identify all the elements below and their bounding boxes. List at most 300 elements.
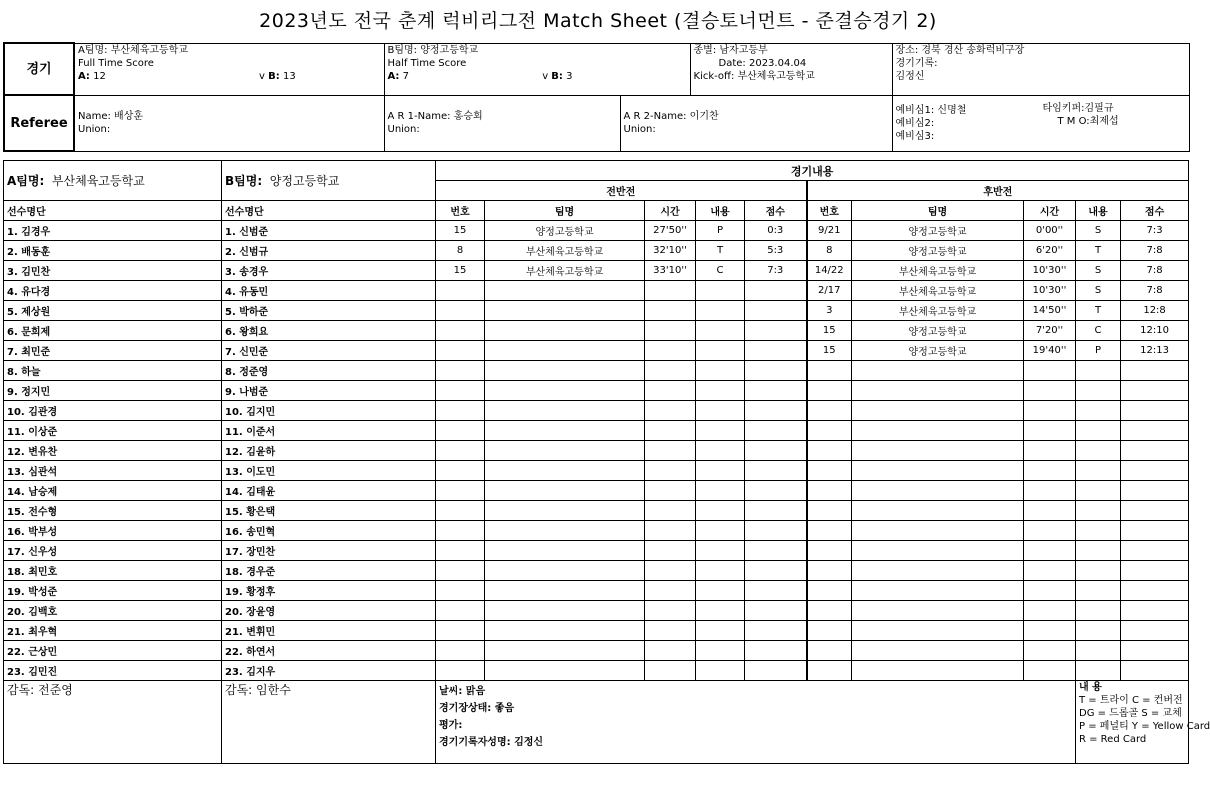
second-half-time [1024, 521, 1076, 541]
first-half-type [696, 381, 745, 401]
second-half-time [1024, 621, 1076, 641]
second-half-team [852, 461, 1024, 481]
first-half-team [485, 581, 645, 601]
roster-row [4, 301, 1189, 321]
second-half-score: 7:8 [1121, 241, 1189, 261]
first-half-time [645, 281, 696, 301]
first-half-type [696, 601, 745, 621]
second-half-score: 7:8 [1121, 281, 1189, 301]
first-half-type [696, 561, 745, 581]
first-half-team [485, 621, 645, 641]
player-b: 6. 왕희요 [222, 321, 436, 341]
first-half-score [745, 301, 807, 321]
second-half-type [1076, 561, 1121, 581]
first-half-score [745, 281, 807, 301]
first-half-no [436, 281, 485, 301]
team-a-name: A팀명: 부산체육고등학교 [78, 44, 188, 56]
second-half-score [1121, 461, 1189, 481]
second-half-score: 12:8 [1121, 301, 1189, 321]
first-half-time: 27'50'' [645, 221, 696, 241]
half-b-label: B: [551, 70, 563, 82]
first-half-team [485, 441, 645, 461]
player-a: 22. 근상민 [4, 641, 222, 661]
second-half-team: 양정고등학교 [852, 221, 1024, 241]
full-time-label: Full Time Score [78, 57, 154, 69]
first-half-time [645, 401, 696, 421]
full-time-score [78, 70, 381, 83]
second-half-type [1076, 421, 1121, 441]
second-half-time: 0'00'' [1024, 221, 1076, 241]
first-half-type: P [696, 221, 745, 241]
first-half-time [645, 641, 696, 661]
first-half-type [696, 461, 745, 481]
full-a-label: A: [78, 70, 90, 82]
roster-row [4, 581, 1189, 601]
second-half-team: 양정고등학교 [852, 321, 1024, 341]
second-half-time: 7'20'' [1024, 321, 1076, 341]
player-b: 13. 이도민 [222, 461, 436, 481]
second-half-type: T [1076, 241, 1121, 261]
player-a: 4. 유다경 [4, 281, 222, 301]
first-half-no: 8 [436, 241, 485, 261]
sh-col-no: 번호 [807, 201, 852, 221]
first-half-score [745, 401, 807, 421]
recorder: 김정신 [895, 70, 925, 82]
tmo: T M O:최제섭 [1057, 115, 1119, 127]
ar1-union: Union: [387, 124, 420, 135]
player-b: 9. 나범준 [222, 381, 436, 401]
first-half-no [436, 481, 485, 501]
player-a: 23. 김민진 [4, 661, 222, 681]
first-half-time [645, 481, 696, 501]
player-b: 8. 정준영 [222, 361, 436, 381]
first-half-time [645, 361, 696, 381]
second-half-type: S [1076, 221, 1121, 241]
second-half-no: 8 [807, 241, 852, 261]
second-half-score [1121, 481, 1189, 501]
match-info-table [3, 42, 1190, 152]
second-half-type [1076, 461, 1121, 481]
roster-row [4, 441, 1189, 461]
legend-line-3: P = 페널티 Y = Yellow Card [1079, 721, 1210, 732]
second-half-score [1121, 521, 1189, 541]
second-half-team [852, 381, 1024, 401]
first-half-time [645, 301, 696, 321]
second-half-no: 14/22 [807, 261, 852, 281]
roster-row [4, 541, 1189, 561]
first-half-score [745, 361, 807, 381]
player-b: 16. 송민혁 [222, 521, 436, 541]
player-b: 23. 김지우 [222, 661, 436, 681]
venue: 장소: 경북 경산 송화럭비구장 [895, 44, 1025, 56]
first-half-team [485, 381, 645, 401]
player-b: 3. 송경우 [222, 261, 436, 281]
first-half-team [485, 541, 645, 561]
first-half-score [745, 441, 807, 461]
first-half-time [645, 381, 696, 401]
player-a: 8. 하늘 [4, 361, 222, 381]
player-a: 21. 최우혁 [4, 621, 222, 641]
roster-a-header: 선수명단 [4, 201, 222, 221]
second-half-score [1121, 581, 1189, 601]
weather: 날씨: 맑음 [439, 686, 486, 697]
officials-cell [892, 95, 1189, 151]
first-half-type [696, 521, 745, 541]
player-b: 7. 신민준 [222, 341, 436, 361]
team-b-name: B팀명: 양정고등학교 [387, 44, 479, 56]
second-half-type: S [1076, 261, 1121, 281]
full-b-score: 13 [282, 70, 296, 82]
second-half-team [852, 401, 1024, 421]
second-half-team [852, 501, 1024, 521]
roster-row [4, 661, 1189, 681]
second-half-no [807, 441, 852, 461]
venue-cell [892, 43, 1189, 95]
first-half-score [745, 381, 807, 401]
roster-row [4, 261, 1189, 281]
legend [1076, 681, 1210, 764]
first-half-time [645, 581, 696, 601]
second-half-score [1121, 361, 1189, 381]
evaluation: 평가: [439, 720, 463, 731]
player-b: 5. 박하준 [222, 301, 436, 321]
second-half-score [1121, 541, 1189, 561]
first-half-no [436, 581, 485, 601]
sh-col-type: 내용 [1076, 201, 1121, 221]
second-half-time [1024, 501, 1076, 521]
first-half-no [436, 621, 485, 641]
first-half-type [696, 441, 745, 461]
second-half-type: T [1076, 301, 1121, 321]
player-b: 22. 하연서 [222, 641, 436, 661]
second-half-team [852, 541, 1024, 561]
referee-label: Referee [4, 95, 74, 151]
first-half-team [485, 301, 645, 321]
legend-line-1: T = 트라이 C = 컨버전 [1079, 695, 1183, 706]
second-half-score [1121, 641, 1189, 661]
roster-row [4, 241, 1189, 261]
second-half-no [807, 561, 852, 581]
half-v: v [542, 70, 549, 82]
second-half-team: 부산체육고등학교 [852, 301, 1024, 321]
roster-row [4, 561, 1189, 581]
ar1-name: A R 1-Name: 홍승회 [387, 111, 483, 122]
player-b: 21. 변휘민 [222, 621, 436, 641]
ar1-cell [384, 95, 620, 151]
second-half-no: 15 [807, 321, 852, 341]
first-half-no [436, 521, 485, 541]
first-half-score [745, 501, 807, 521]
second-half-time: 6'20'' [1024, 241, 1076, 261]
sh-col-score: 점수 [1121, 201, 1189, 221]
second-half-score [1121, 621, 1189, 641]
second-half-type [1076, 601, 1121, 621]
first-half-type [696, 621, 745, 641]
second-half-type [1076, 401, 1121, 421]
first-half-time [645, 421, 696, 441]
second-half-no [807, 361, 852, 381]
second-half-no [807, 401, 852, 421]
second-half-no [807, 581, 852, 601]
second-half-no [807, 641, 852, 661]
roster-row [4, 341, 1189, 361]
first-half-score [745, 561, 807, 581]
player-a: 17. 신우성 [4, 541, 222, 561]
fh-col-time: 시간 [645, 201, 696, 221]
roster-row [4, 461, 1189, 481]
second-half-time [1024, 381, 1076, 401]
player-a: 6. 문희제 [4, 321, 222, 341]
second-half-team: 양정고등학교 [852, 341, 1024, 361]
sh-col-time: 시간 [1024, 201, 1076, 221]
full-a-score: 12 [93, 70, 106, 82]
first-half-no [436, 341, 485, 361]
full-b-label: B: [268, 70, 280, 82]
first-half-score: 0:3 [745, 221, 807, 241]
second-half-score: 7:8 [1121, 261, 1189, 281]
first-half-team [485, 481, 645, 501]
second-half-type: P [1076, 341, 1121, 361]
player-a: 19. 박성준 [4, 581, 222, 601]
match-conditions [436, 681, 1076, 764]
player-b: 18. 경우준 [222, 561, 436, 581]
second-half-score [1121, 381, 1189, 401]
team-a-header [4, 161, 222, 201]
second-half-no: 3 [807, 301, 852, 321]
second-half-type [1076, 661, 1121, 681]
first-half-no [436, 641, 485, 661]
page-title: 2023년도 전국 춘계 럭비리그전 Match Sheet (결승토너먼트 - 준결승경기 2) [259, 10, 937, 32]
first-half-time: 32'10'' [645, 241, 696, 261]
player-b: 4. 유동민 [222, 281, 436, 301]
second-half-time [1024, 401, 1076, 421]
second-half-type [1076, 361, 1121, 381]
roster-row [4, 421, 1189, 441]
first-half-score [745, 421, 807, 441]
first-half-type [696, 541, 745, 561]
first-half-no [436, 321, 485, 341]
player-a: 14. 남승제 [4, 481, 222, 501]
first-half-no [436, 301, 485, 321]
second-half-no: 2/17 [807, 281, 852, 301]
kickoff: Kick-off: 부산체육고등학교 [693, 70, 815, 82]
second-half-team [852, 621, 1024, 641]
second-half-type [1076, 621, 1121, 641]
player-a: 20. 김백호 [4, 601, 222, 621]
first-half-time [645, 561, 696, 581]
reserve-referee-3: 예비심3: [895, 130, 935, 142]
second-half-time [1024, 461, 1076, 481]
recorder-label: 경기기록: [895, 57, 938, 69]
player-a: 10. 김관경 [4, 401, 222, 421]
second-half-score [1121, 661, 1189, 681]
player-b: 1. 신범준 [222, 221, 436, 241]
team-a-title: 부산체육고등학교 [51, 174, 145, 188]
first-half-type: C [696, 261, 745, 281]
second-half-team [852, 421, 1024, 441]
referee-name: Name: 배상훈 [78, 111, 144, 122]
first-half-type [696, 641, 745, 661]
full-v: v [259, 70, 265, 82]
first-half-no [436, 501, 485, 521]
first-half-no [436, 401, 485, 421]
first-half-score [745, 541, 807, 561]
half-b-score: 3 [566, 70, 573, 82]
first-half-time [645, 601, 696, 621]
first-half-team [485, 521, 645, 541]
first-half-no [436, 361, 485, 381]
first-half-time [645, 501, 696, 521]
player-a: 12. 변유찬 [4, 441, 222, 461]
first-half-score [745, 461, 807, 481]
player-b: 15. 황은택 [222, 501, 436, 521]
first-half-time [645, 321, 696, 341]
second-half-no [807, 421, 852, 441]
first-half-time [645, 461, 696, 481]
first-half-score [745, 601, 807, 621]
first-half-no [436, 541, 485, 561]
player-b: 10. 김지민 [222, 401, 436, 421]
referee-cell [74, 95, 384, 151]
fh-col-score: 점수 [745, 201, 807, 221]
player-b: 14. 김태윤 [222, 481, 436, 501]
first-half-no [436, 661, 485, 681]
first-half-score: 5:3 [745, 241, 807, 261]
roster-row [4, 281, 1189, 301]
second-half-score [1121, 501, 1189, 521]
second-half-time: 10'30'' [1024, 261, 1076, 281]
second-half-type [1076, 441, 1121, 461]
first-half-team: 양정고등학교 [485, 221, 645, 241]
second-half-time: 19'40'' [1024, 341, 1076, 361]
player-a: 5. 제상원 [4, 301, 222, 321]
first-half-no [436, 461, 485, 481]
second-half-time [1024, 641, 1076, 661]
second-half-team [852, 641, 1024, 661]
first-half-score [745, 481, 807, 501]
second-half-team [852, 521, 1024, 541]
first-half-score [745, 621, 807, 641]
team-a-cell [74, 43, 384, 95]
first-half-team [485, 401, 645, 421]
player-b: 20. 장윤영 [222, 601, 436, 621]
half-a-score: 7 [402, 70, 409, 82]
first-half-no: 15 [436, 221, 485, 241]
second-half-team: 양정고등학교 [852, 241, 1024, 261]
second-half-team: 부산체육고등학교 [852, 281, 1024, 301]
player-a: 9. 정지민 [4, 381, 222, 401]
second-half-score [1121, 421, 1189, 441]
second-half-time: 10'30'' [1024, 281, 1076, 301]
second-half-time [1024, 561, 1076, 581]
second-half-type: C [1076, 321, 1121, 341]
player-a: 3. 김민찬 [4, 261, 222, 281]
legend-title: 내 용 [1079, 682, 1102, 693]
player-a: 15. 전수형 [4, 501, 222, 521]
team-a-label: A팀명: [7, 174, 45, 188]
legend-line-2: DG = 드롭골 S = 교체 [1079, 708, 1182, 719]
first-half-score: 7:3 [745, 261, 807, 281]
second-half-team [852, 581, 1024, 601]
player-a: 13. 심관석 [4, 461, 222, 481]
second-half-score [1121, 601, 1189, 621]
roster-row [4, 401, 1189, 421]
second-half-no [807, 381, 852, 401]
legend-line-4: R = Red Card [1079, 734, 1147, 745]
sh-col-team: 팀명 [852, 201, 1024, 221]
second-half-team [852, 561, 1024, 581]
reserve-referee-2: 예비심2: [895, 117, 935, 129]
first-half-time [645, 341, 696, 361]
second-half-score [1121, 561, 1189, 581]
first-half-time [645, 521, 696, 541]
first-half-team [485, 341, 645, 361]
first-half-type [696, 581, 745, 601]
second-half-no [807, 541, 852, 561]
roster-row [4, 361, 1189, 381]
first-half-team [485, 361, 645, 381]
first-half-type [696, 321, 745, 341]
first-half-team [485, 501, 645, 521]
second-half-time [1024, 581, 1076, 601]
coach-a: 감독: 전준영 [4, 681, 222, 764]
second-half-team [852, 661, 1024, 681]
second-half-time: 14'50'' [1024, 301, 1076, 321]
first-half-time [645, 441, 696, 461]
match-label: 경기 [4, 43, 74, 95]
match-date: Date: 2023.04.04 [718, 57, 807, 69]
first-half-header: 전반전 [436, 181, 807, 201]
roster-row [4, 501, 1189, 521]
first-half-score [745, 641, 807, 661]
first-half-time [645, 621, 696, 641]
referee-union: Union: [78, 124, 111, 135]
second-half-type: S [1076, 281, 1121, 301]
first-half-no [436, 561, 485, 581]
second-half-type [1076, 381, 1121, 401]
second-half-no [807, 601, 852, 621]
half-a-label: A: [387, 70, 400, 82]
first-half-team: 부산체육고등학교 [485, 241, 645, 261]
second-half-header: 후반전 [807, 181, 1189, 201]
first-half-no [436, 421, 485, 441]
coach-b: 감독: 임한수 [222, 681, 436, 764]
second-half-no [807, 501, 852, 521]
category: 종별: 남자고등부 [693, 44, 768, 56]
second-half-no [807, 481, 852, 501]
second-half-score [1121, 401, 1189, 421]
second-half-time [1024, 541, 1076, 561]
second-half-time [1024, 481, 1076, 501]
second-half-type [1076, 641, 1121, 661]
second-half-team [852, 441, 1024, 461]
first-half-time [645, 661, 696, 681]
first-half-time: 33'10'' [645, 261, 696, 281]
second-half-no: 15 [807, 341, 852, 361]
first-half-no: 15 [436, 261, 485, 281]
first-half-type: T [696, 241, 745, 261]
first-half-score [745, 321, 807, 341]
second-half-score: 12:13 [1121, 341, 1189, 361]
category-cell [690, 43, 892, 95]
roster-row [4, 521, 1189, 541]
first-half-team [485, 321, 645, 341]
second-half-no [807, 461, 852, 481]
player-b: 19. 황정후 [222, 581, 436, 601]
match-sheet-table [3, 160, 1210, 764]
player-b: 12. 김윤하 [222, 441, 436, 461]
player-b: 11. 이준서 [222, 421, 436, 441]
